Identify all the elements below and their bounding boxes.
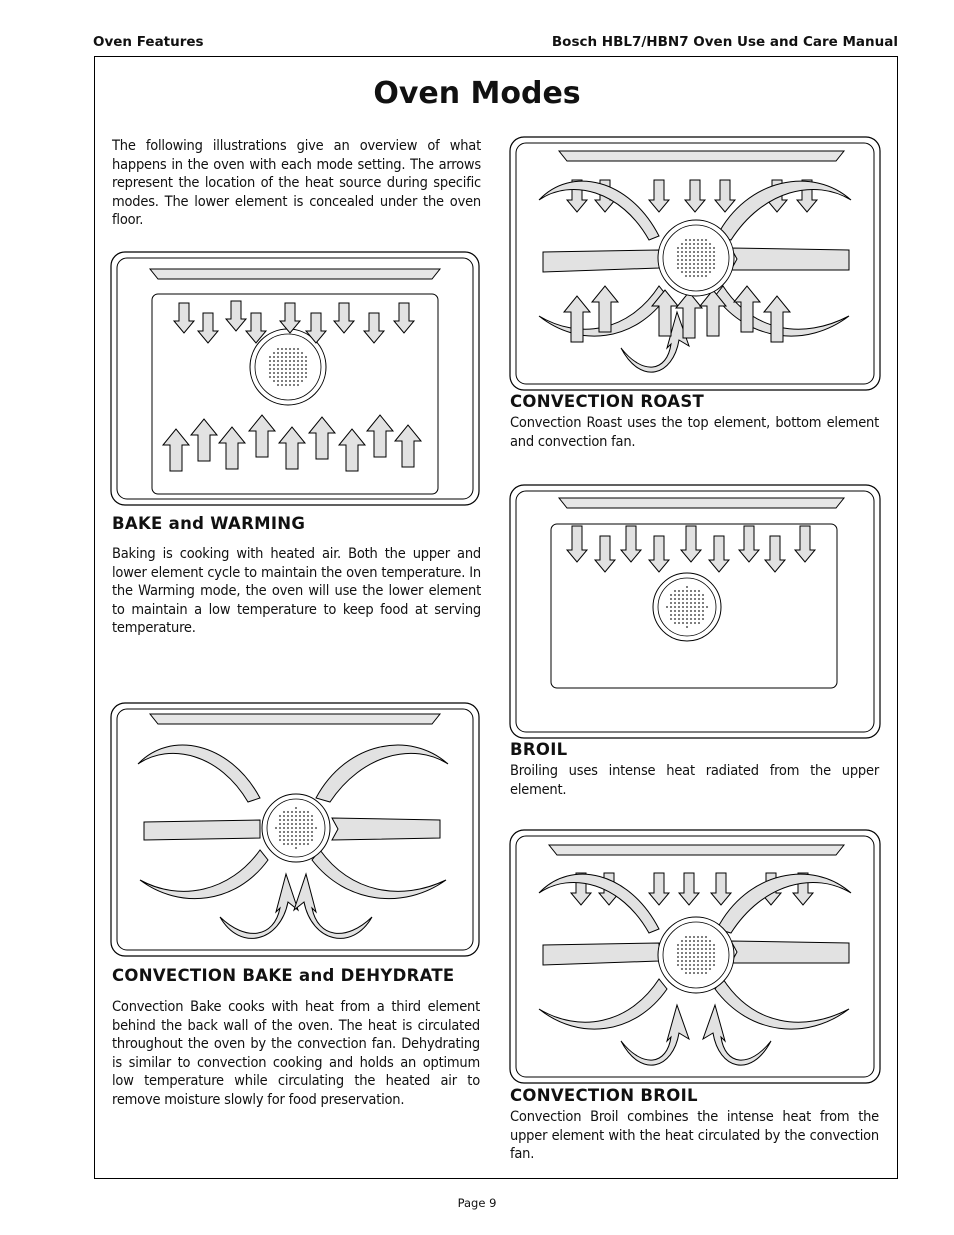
broil-heading: BROIL [510, 740, 568, 759]
section-header: Oven Features [93, 34, 204, 50]
bake-heading: BAKE and WARMING [112, 514, 306, 533]
page-title: Oven Modes [373, 76, 581, 111]
page-number: Page 9 [457, 1196, 497, 1210]
convection-broil-text: Convection Broil combines the intense heat from the upper element with the heat circulated by the convection fan. [510, 1109, 879, 1162]
convection-bake-oven-illustration [110, 702, 480, 957]
fan-icon [658, 917, 734, 993]
convection-bake-text: Convection Bake cooks with heat from a third element behind the back wall of the oven. The heat is circulated throughout the oven by the convection fan. Dehydrating is similar to convection cooking and holds an optimum low temperature while circulating the heated air to remove moisture slowly for food preservation. [112, 999, 480, 1108]
broil-text: Broiling uses intense heat radiated from the upper element. [510, 763, 879, 798]
convection-bake-heading: CONVECTION BAKE and DEHYDRATE [112, 966, 455, 985]
convection-broil-heading: CONVECTION BROIL [510, 1086, 698, 1105]
bake-text: Baking is cooking with heated air. Both the upper and lower element cycle to maintain the oven temperature. In the Warming mode, the oven will use the lower element to maintain a low temperature to keep food at serving temperature. [112, 546, 481, 636]
convection-roast-oven-illustration [509, 136, 881, 391]
convection-roast-text: Convection Roast uses the top element, bottom element and convection fan. [510, 415, 879, 450]
fan-icon [658, 220, 734, 296]
intro-text: The following illustrations give an overview of what happens in the oven with each mode setting. The arrows represent the location of the heat source during specific modes. The lower element is concealed under the oven floor. [112, 138, 481, 228]
convection-broil-oven-illustration [509, 829, 881, 1084]
bake-oven-illustration [110, 251, 480, 506]
broil-oven-illustration [509, 484, 881, 739]
manual-title: Bosch HBL7/HBN7 Oven Use and Care Manual [551, 34, 898, 50]
convection-roast-heading: CONVECTION ROAST [510, 392, 705, 411]
